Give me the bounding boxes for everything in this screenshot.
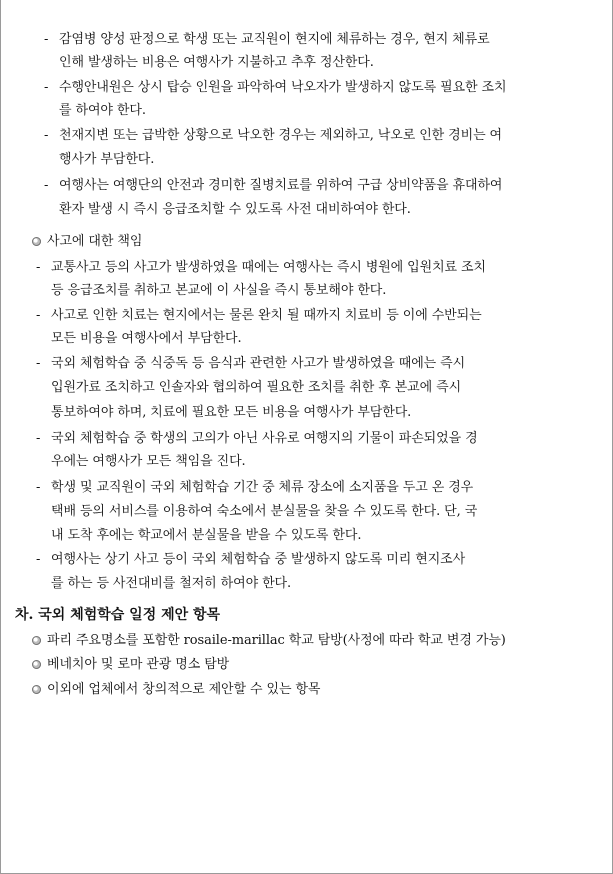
- text-line: 천재지변 또는 급박한 상황으로 낙오한 경우는 제외하고, 낙오로 인한 경비는 여: [59, 128, 503, 143]
- text-line: 택배 등의 서비스를 이용하여 숙소에서 분실물을 찾을 수 있도록 한다. 단, 국: [51, 504, 478, 519]
- bullet-icon: [32, 636, 41, 645]
- text-line: 여행사는 여행단의 안전과 경미한 질병치료를 위하여 구급 상비약품을 휴대하여: [59, 178, 503, 193]
- section-heading: 차. 국외 체험학습 일정 제안 항목: [15, 607, 221, 623]
- text-line: 모든 비용을 여행사에서 부담한다.: [51, 331, 242, 346]
- text-line: 인해 발생하는 비용은 여행사가 지불하고 추후 정산한다.: [59, 55, 374, 70]
- dash: -: [44, 80, 49, 95]
- bullet-icon: [32, 685, 41, 694]
- text-line: 환자 발생 시 즉시 응급조치할 수 있도록 사전 대비하여야 한다.: [59, 202, 411, 217]
- text-line: 내 도착 후에는 학교에서 분실물을 받을 수 있도록 한다.: [51, 528, 362, 543]
- text-line: 수행안내원은 상시 탑승 인원을 파악하여 낙오자가 발생하지 않도록 필요한 조치: [59, 80, 507, 95]
- text-line: 교통사고 등의 사고가 발생하였을 때에는 여행사는 즉시 병원에 입원치료 조치: [51, 260, 486, 275]
- subsection-title: 사고에 대한 책임: [47, 234, 143, 249]
- text-line: 등 응급조치를 취하고 본교에 이 사실을 즉시 통보해야 한다.: [51, 283, 387, 298]
- proposal-item: 파리 주요명소를 포함한 rosaile-marillac 학교 탐방(사정에 따라 학교 변경 가능): [47, 633, 506, 648]
- proposal-item: 베네치아 및 로마 관광 명소 탐방: [47, 657, 230, 672]
- text-line: 학생 및 교직원이 국외 체험학습 기간 중 체류 장소에 소지품을 두고 온 경우: [51, 480, 474, 495]
- text-line: 를 하여야 한다.: [59, 103, 146, 118]
- dash: -: [44, 178, 49, 193]
- dash: -: [36, 552, 41, 567]
- dash: -: [44, 32, 49, 47]
- dash: -: [36, 308, 41, 323]
- text-line: 국외 체험학습 중 학생의 고의가 아닌 사유로 여행지의 기물이 파손되었을 경: [51, 431, 478, 446]
- text-line: 우에는 여행사가 모든 책임을 진다.: [51, 454, 246, 469]
- bullet-icon: [32, 237, 41, 246]
- text-line: 통보하여야 하며, 치료에 필요한 모든 비용을 여행사가 부담한다.: [51, 405, 412, 420]
- text-line: 입원가료 조치하고 인솔자와 협의하여 필요한 조치를 취한 후 본교에 즉시: [51, 380, 462, 395]
- proposal-item: 이외에 업체에서 창의적으로 제안할 수 있는 항목: [47, 682, 321, 697]
- dash: -: [36, 480, 41, 495]
- dash: -: [36, 356, 41, 371]
- dash: -: [36, 431, 41, 446]
- text-line: 를 하는 등 사전대비를 철저히 하여야 한다.: [51, 576, 292, 591]
- text-line: 국외 체험학습 중 식중독 등 음식과 관련한 사고가 발생하였을 때에는 즉시: [51, 356, 466, 371]
- dash: -: [44, 128, 49, 143]
- text-line: 감염병 양성 판정으로 학생 또는 교직원이 현지에 체류하는 경우, 현지 체류로: [59, 32, 490, 47]
- text-line: 여행사는 상기 사고 등이 국외 체험학습 중 발생하지 않도록 미리 현지조사: [51, 552, 466, 567]
- dash: -: [36, 260, 41, 275]
- text-line: 사고로 인한 치료는 현지에서는 물론 완치 될 때까지 치료비 등 이에 수반되는: [51, 308, 482, 323]
- text-line: 행사가 부담한다.: [59, 152, 155, 167]
- bullet-icon: [32, 660, 41, 669]
